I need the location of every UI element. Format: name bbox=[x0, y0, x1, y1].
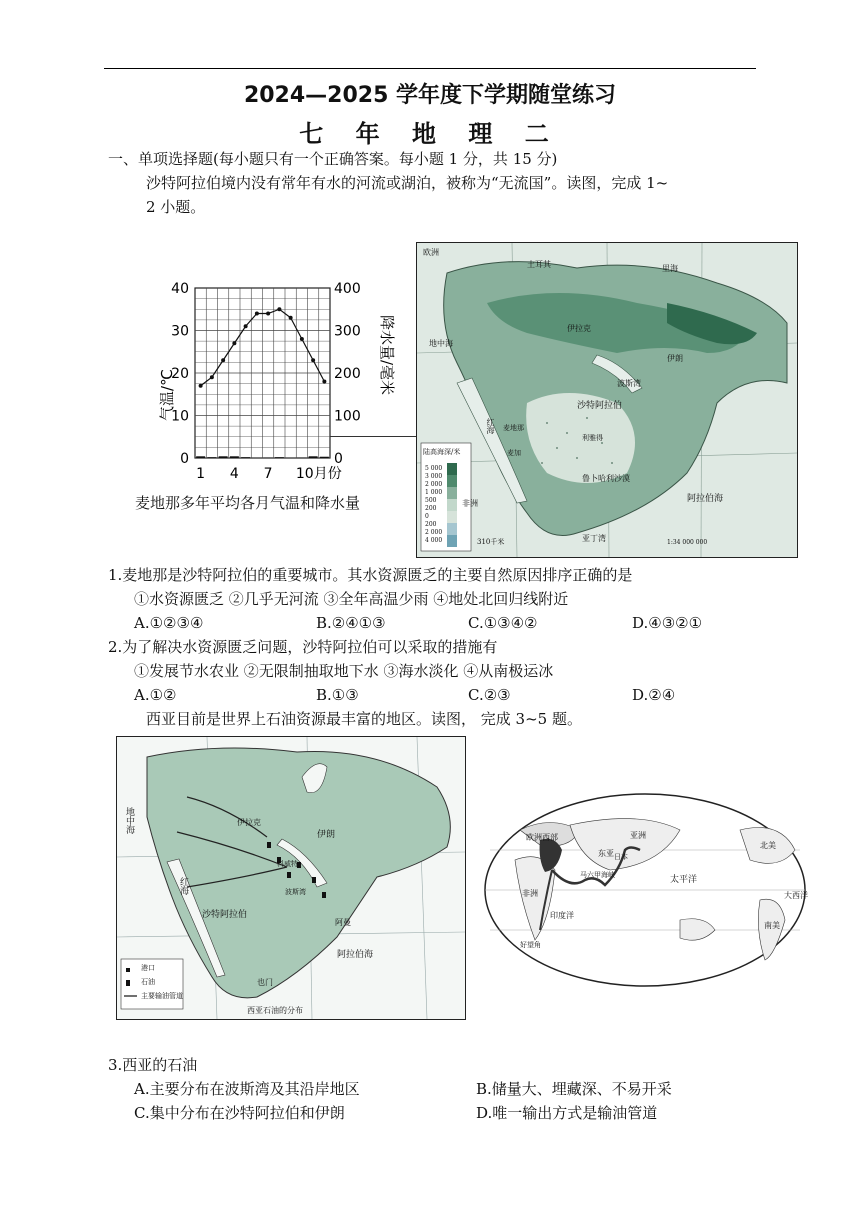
q1-option-b[interactable]: B.②④①③ bbox=[316, 614, 386, 632]
map3-label-south-america: 南美 bbox=[764, 921, 780, 930]
map2-legend-port: 港口 bbox=[141, 964, 155, 972]
map1-legend-value: 200 bbox=[425, 521, 437, 528]
precipitation-bar bbox=[196, 456, 205, 458]
map1-legend-value: 0 bbox=[425, 513, 429, 520]
map1-legend-value: 3 000 bbox=[425, 473, 443, 480]
precipitation-bar bbox=[230, 456, 239, 458]
precipitation-bar bbox=[320, 457, 329, 458]
map1-legend-title: 陆高海深/米 bbox=[423, 448, 461, 456]
map3-label-asia: 亚洲 bbox=[630, 831, 646, 840]
map2-label-oman: 阿曼 bbox=[335, 918, 351, 927]
west-asia-oil-map bbox=[116, 736, 466, 1020]
map3-label-indian-ocean: 印度洋 bbox=[550, 911, 574, 920]
q2-option-a[interactable]: A.①② bbox=[134, 686, 177, 704]
map1-label-aden: 亚丁湾 bbox=[582, 534, 606, 543]
y-tick-label: 0 bbox=[180, 451, 189, 467]
map1-label-riyadh: 利雅得 bbox=[582, 434, 603, 442]
q2-option-d[interactable]: D.②④ bbox=[632, 686, 676, 704]
q1-option-c[interactable]: C.①③④② bbox=[468, 614, 538, 632]
map1-label-turkey: 土耳其 bbox=[527, 260, 551, 269]
map3-label-pacific: 太平洋 bbox=[670, 875, 698, 885]
leader-line bbox=[330, 436, 416, 437]
map1-label-africa: 非洲 bbox=[462, 499, 478, 508]
x-tick-label: 10月份 bbox=[295, 466, 342, 482]
map1-legend-value: 4 000 bbox=[425, 537, 443, 544]
map1-label-europe: 欧洲 bbox=[423, 248, 439, 257]
map2-label-kuwait: 科威特 bbox=[277, 860, 298, 868]
map2-label-iraq: 伊拉克 bbox=[237, 818, 261, 827]
map1-legend-value: 200 bbox=[425, 505, 437, 512]
y2-tick-label: 100 bbox=[334, 408, 361, 425]
map1-label-medina: 麦地那 bbox=[503, 424, 524, 432]
x-tick-label: 4 bbox=[229, 466, 239, 482]
map2-label-iran: 伊朗 bbox=[317, 830, 336, 840]
precipitation-bar bbox=[219, 456, 228, 458]
y2-tick-label: 300 bbox=[334, 323, 361, 340]
map1-label-caspian: 里海 bbox=[662, 264, 678, 273]
map1-legend-value: 2 000 bbox=[425, 481, 443, 488]
y-tick-label: 20 bbox=[171, 366, 189, 382]
map1-legend-value: 2 000 bbox=[425, 529, 443, 536]
map2-label-redsea: 红海 bbox=[178, 877, 188, 895]
intro-line-1: 沙特阿拉伯境内没有常年有水的河流或湖泊，被称为“无流国”。读图，完成 1~ bbox=[146, 174, 669, 192]
temperature-point bbox=[255, 312, 259, 316]
precipitation-bar bbox=[275, 457, 284, 458]
left-axis-label: 气温/℃ bbox=[158, 369, 176, 421]
map2-label-yemen: 也门 bbox=[257, 978, 273, 987]
map3-label-europe: 欧洲西部 bbox=[526, 833, 558, 842]
temperature-point bbox=[221, 358, 225, 362]
map3-label-malacca: 马六甲海峡 bbox=[580, 871, 615, 879]
map1-label-gulf: 波斯湾 bbox=[617, 379, 641, 388]
map1-label-arabian-sea: 阿拉伯海 bbox=[687, 494, 724, 504]
q1-option-d[interactable]: D.④③②① bbox=[632, 614, 703, 632]
map1-legend-value: 5 000 bbox=[425, 465, 443, 472]
map1-note: 1:34 000 000 bbox=[667, 539, 708, 546]
map2-legend-oil: 石油 bbox=[141, 978, 155, 986]
y-tick-label: 30 bbox=[171, 323, 189, 340]
map3-label-africa: 非洲 bbox=[522, 889, 538, 898]
y-tick-label: 10 bbox=[171, 408, 189, 425]
map2-label-gulf: 波斯湾 bbox=[285, 888, 306, 896]
map1-label-saudi: 沙特阿拉伯 bbox=[577, 401, 623, 411]
temperature-point bbox=[300, 337, 304, 341]
intro-line-2: 2 小题。 bbox=[146, 198, 206, 216]
map3-label-north-america: 北美 bbox=[760, 841, 776, 850]
saudi-topo-map bbox=[416, 242, 798, 558]
q3-stem: 3.西亚的石油 bbox=[108, 1056, 198, 1074]
q3-option-d[interactable]: D.唯一输出方式是输油管道 bbox=[476, 1104, 658, 1122]
q2-option-b[interactable]: B.①③ bbox=[316, 686, 359, 704]
x-tick-label: 7 bbox=[263, 466, 273, 482]
section-heading: 一、单项选择题(每小题只有一个正确答案。每小题 1 分，共 15 分) bbox=[108, 150, 558, 168]
q2-items: ①发展节水农业 ②无限制抽取地下水 ③海水淡化 ④从南极运冰 bbox=[134, 662, 554, 680]
temperature-point bbox=[232, 341, 236, 345]
page-subtitle: 七 年 地 理 二 bbox=[299, 120, 561, 148]
map1-label-mecca: 麦加 bbox=[507, 449, 521, 457]
map1-label-iraq: 伊拉克 bbox=[567, 324, 591, 333]
map3-label-japan: 日本 bbox=[614, 853, 628, 861]
temperature-point bbox=[322, 380, 326, 384]
climate-chart bbox=[150, 270, 420, 520]
map3-label-atlantic: 大西洋 bbox=[784, 891, 808, 900]
q1-stem: 1.麦地那是沙特阿拉伯的重要城市。其水资源匮乏的主要自然原因排序正确的是 bbox=[108, 566, 633, 584]
temperature-point bbox=[199, 384, 203, 388]
map1-label-rub: 鲁卜哈利沙漠 bbox=[582, 474, 630, 483]
q1-option-a[interactable]: A.①②③④ bbox=[134, 614, 204, 632]
precipitation-bar bbox=[309, 456, 318, 458]
map1-label-redsea: 红海 bbox=[486, 418, 495, 434]
y2-tick-label: 0 bbox=[334, 451, 343, 467]
map1-label-iran: 伊朗 bbox=[667, 354, 683, 363]
temperature-point bbox=[210, 375, 214, 379]
temperature-point bbox=[244, 324, 248, 328]
x-tick-label: 1 bbox=[196, 466, 206, 482]
top-rule bbox=[104, 68, 756, 69]
temperature-point bbox=[289, 316, 293, 320]
q3-option-b[interactable]: B.储量大、埋藏深、不易开采 bbox=[476, 1080, 672, 1098]
map3-label-cape: 好望角 bbox=[520, 941, 541, 949]
map2-label-arabian-sea: 阿拉伯海 bbox=[337, 950, 374, 960]
map1-legend-values bbox=[425, 465, 442, 545]
intro-2: 西亚目前是世界上石油资源最丰富的地区。读图， 完成 3~5 题。 bbox=[146, 710, 582, 728]
temperature-point bbox=[311, 358, 315, 362]
map2-label-saudi: 沙特阿拉伯 bbox=[202, 910, 248, 920]
map2-legend-pipeline: 主要输油管道 bbox=[141, 992, 183, 1000]
map1-legend-value: 500 bbox=[425, 497, 437, 504]
precipitation-bar bbox=[241, 457, 250, 458]
map1-legend-value: 1 000 bbox=[425, 489, 443, 496]
q2-stem: 2.为了解决水资源匮乏问题，沙特阿拉伯可以采取的措施有 bbox=[108, 638, 498, 656]
map3-label-east-asia: 东亚 bbox=[598, 849, 614, 858]
y2-tick-label: 200 bbox=[334, 366, 361, 382]
y2-tick-label: 400 bbox=[334, 281, 361, 297]
q2-option-c[interactable]: C.②③ bbox=[468, 686, 511, 704]
y-tick-label: 40 bbox=[171, 281, 189, 297]
temperature-point bbox=[277, 307, 281, 311]
q1-items: ①水资源匮乏 ②几乎无河流 ③全年高温少雨 ④地处北回归线附近 bbox=[134, 590, 569, 608]
q3-option-a[interactable]: A.主要分布在波斯湾及其沿岸地区 bbox=[134, 1080, 360, 1098]
page-title: 2024—2025 学年度下学期随堂练习 bbox=[243, 83, 617, 108]
right-axis-label: 降水量/毫米 bbox=[378, 314, 396, 396]
map2-label-med: 地中海 bbox=[124, 807, 134, 834]
precipitation-bar bbox=[207, 457, 216, 458]
map1-scale: 310千米 bbox=[477, 538, 505, 546]
q3-option-c[interactable]: C.集中分布在沙特阿拉伯和伊朗 bbox=[134, 1104, 345, 1122]
map1-label-med: 地中海 bbox=[429, 339, 453, 348]
world-route-map bbox=[480, 790, 810, 990]
chart-caption: 麦地那多年平均各月气温和降水量 bbox=[135, 494, 361, 512]
map2-caption: 西亚石油的分布 bbox=[247, 1006, 303, 1015]
temperature-point bbox=[266, 312, 270, 316]
